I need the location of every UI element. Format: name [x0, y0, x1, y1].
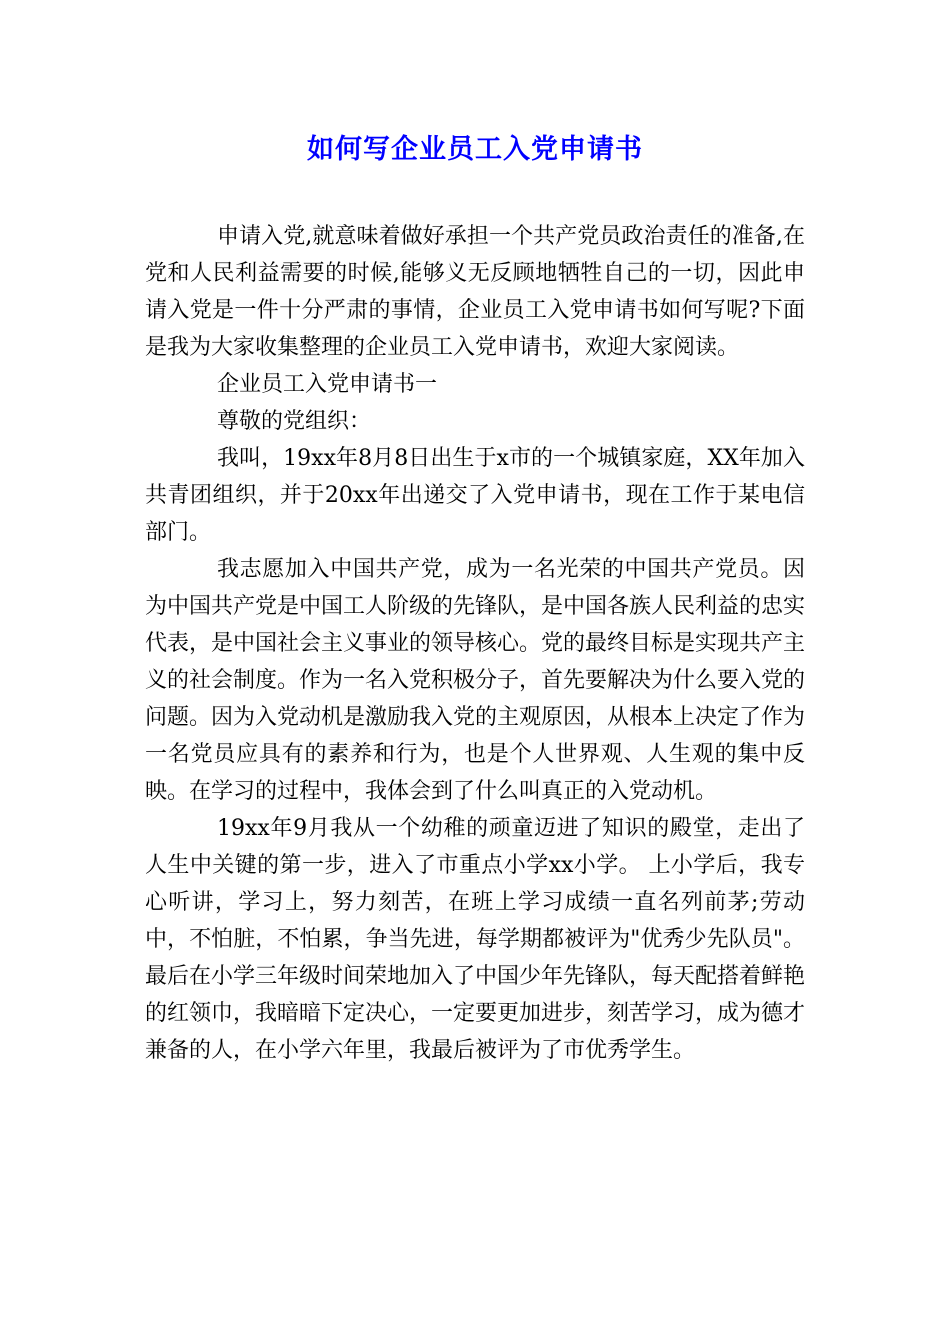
paragraph-school-history: 19xx年9月我从一个幼稚的顽童迈进了知识的殿堂，走出了人生中关键的第一步，进入了市重点小学xx小学。 上小学后，我专心听讲，学习上，努力刻苦，在班上学习成绩一直名列前茅;劳动中，不怕脏，不怕累，争当先进，每学期都被评为"优秀少先队员"。最后在小学三年级时间荣地加入了中国少年先锋队，每天配搭着鲜艳的红领巾，我暗暗下定决心，一定要更加进步，刻苦学习，成为德才兼备的人，在小学六年里，我最后被评为了市优秀学生。 [145, 816, 806, 1063]
paragraph-salutation: 尊敬的党组织： [217, 409, 372, 434]
document-title: 如何写企业员工入党申请书 [307, 134, 643, 165]
document-body [145, 218, 805, 1069]
paragraph-section-heading: 企业员工入党申请书一 [217, 372, 438, 397]
paragraph-intro: 申请入党,就意味着做好承担一个共产党员政治责任的准备,在党和人民利益需要的时候,能够义无反顾地牺牲自己的一切，因此申请入党是一件十分严肃的事情，企业员工入党申请书如何写呢?下面是我为大家收集整理的企业员工入党申请书，欢迎大家阅读。 [145, 224, 805, 360]
paragraph-self-introduction: 我叫，19xx年8月8日出生于x市的一个城镇家庭，XX年加入共青团组织，并于20xx年出递交了入党申请书，现在工作于某电信部门。 [145, 446, 805, 545]
paragraph-motivation: 我志愿加入中国共产党，成为一名光荣的中国共产党员。因为中国共产党是中国工人阶级的先锋队，是中国各族人民利益的忠实代表，是中国社会主义事业的领导核心。党的最终目标是实现共产主义的社会制度。作为一名入党积极分子，首先要解决为什么要入党的问题。因为入党动机是激励我入党的主观原因，从根本上决定了作为一名党员应具有的素养和行为，也是个人世界观、人生观的集中反映。在学习的过程中，我体会到了什么叫真正的入党动机。 [145, 557, 806, 804]
